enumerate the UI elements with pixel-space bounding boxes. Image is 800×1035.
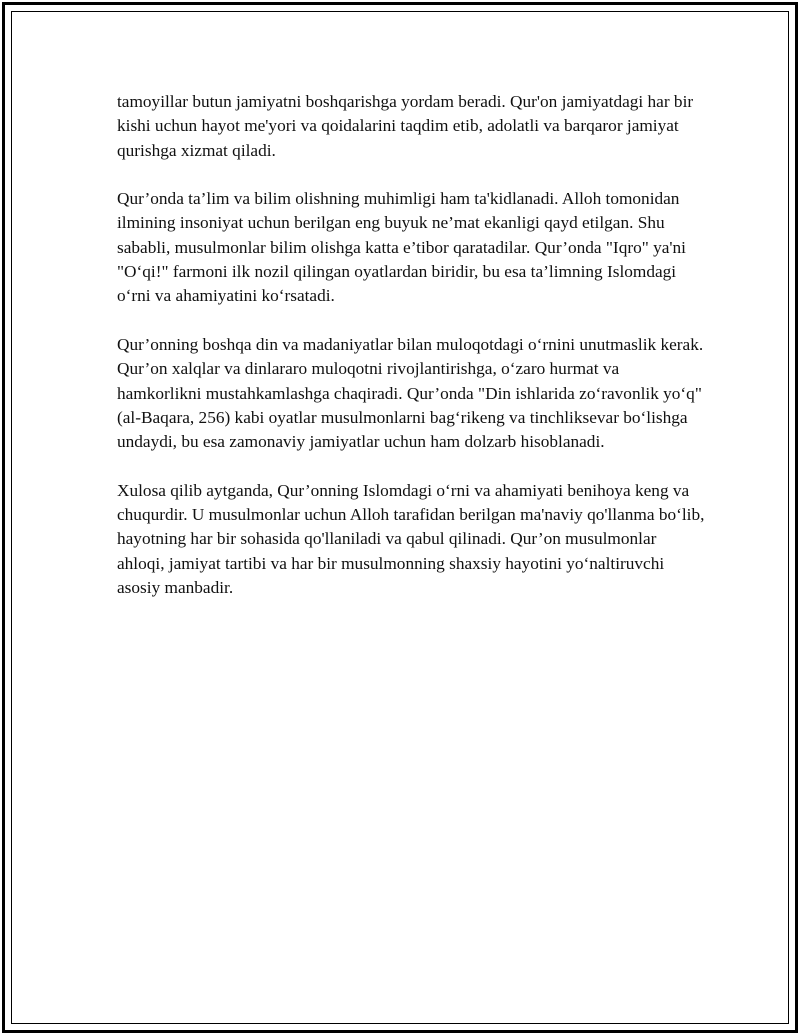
paragraph-conclusion: Xulosa qilib aytganda, Qur’onning Islomdagi o‘rni va ahamiyati benihoya keng va chuqurdir. U musulmonlar uchun Alloh tarafidan berilgan ma'naviy qo'llanma bo‘lib, hayotning har bir sohasida qo'llaniladi va qabul qilinadi. Qur’on musulmonlar ahloqi, jamiyat tartibi va har bir musulmonning shaxsiy hayotini yo‘naltiruvchi asosiy manbadir. [117,480,705,597]
paragraph-society: tamoyillar butun jamiyatni boshqarishga yordam beradi. Qur'on jamiyatdagi har bir kishi uchun hayot me'yori va qoidalarini taqdim etib, adolatli va barqaror jamiyat qurishga xizmat qiladi. [117,92,694,160]
document-body [117,90,707,625]
paragraph-education: Qur’onda ta’lim va bilim olishning muhimligi ham ta'kidlanadi. Alloh tomonidan ilmining insoniyat uchun berilgan eng buyuk ne’mat ekanligi qayd etilgan. Shu sababli, musulmonlar bilim olishga katta e’tibor qaratadilar. Qur’onda "Iqro" ya'ni "O‘qi!" farmoni ilk nozil qilingan oyatlardan biridir, bu esa ta’limning Islomdagi o‘rni va ahamiyatini ko‘rsatadi. [117,189,686,306]
paragraph-dialogue: Qur’onning boshqa din va madaniyatlar bilan muloqotdagi o‘rnini unutmaslik kerak. Qur’on xalqlar va dinlararo muloqotni rivojlantirishga, o‘zaro hurmat va hamkorlikni mustahkamlashga chaqiradi. Qur’onda "Din ishlarida zo‘ravonlik yo‘q" (al-Baqara, 256) kabi oyatlar musulmonlarni bag‘rikeng va tinchliksevar bo‘lishga undaydi, bu esa zamonaviy jamiyatlar uchun ham dolzarb hisoblanadi. [117,334,704,452]
